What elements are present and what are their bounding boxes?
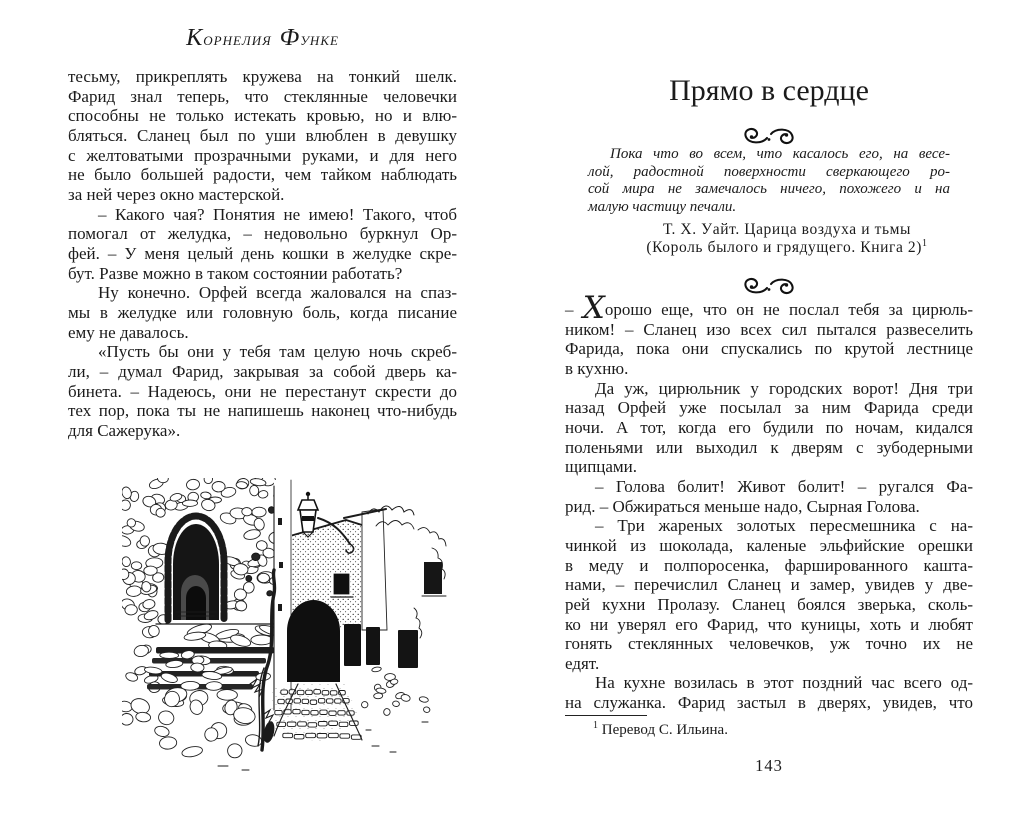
- footnote-rule: [565, 715, 647, 716]
- text-line: щипцами.: [565, 457, 638, 477]
- text-line: Пока что во всем, что касалось его, на весе-: [610, 146, 950, 162]
- text-line: ником! – Сланец изо всех сил пытался развеселить: [565, 319, 973, 339]
- paragraph: [565, 673, 973, 712]
- text-line: Фарида, пока они спускались по крутой лестнице: [565, 339, 973, 359]
- text-line: Да уж, цирюльник у городских ворот! Дня три: [595, 378, 973, 398]
- text-line: бут. Разве можно в таком состоянии работать?: [68, 263, 403, 283]
- text-line: – Три жареных золотых пересмешника с на-: [595, 516, 973, 536]
- paragraph: [565, 516, 973, 673]
- text-line: в кухню.: [565, 358, 629, 378]
- text-line: в меду и полпоросенка, фаршированного кашта-: [565, 555, 973, 575]
- text-line: рей кухни Пролазу. Сланец боялся зверька, сколь-: [565, 594, 973, 614]
- decorative-initial: Х: [582, 290, 605, 326]
- text-line: Фарид знал теперь, что стеклянные человечки: [68, 86, 457, 106]
- footnote-reference: 1: [922, 238, 928, 249]
- paragraph: [68, 283, 457, 342]
- text-line: – Голова болит! Живот болит! – ругался Фа-: [595, 476, 973, 496]
- text-line: фей. – У меня целый день кошки в желудке скре-: [68, 243, 457, 263]
- right-page-text: [565, 290, 973, 713]
- text-line: бинета. – Надеюсь, они не перестанут скрести до: [68, 381, 457, 401]
- epigraph: [588, 146, 950, 216]
- text-line: сой мира не замечалось ничего, похожего и на: [588, 181, 950, 198]
- text-line: поленьями или выходил к дверям с зубодерными: [565, 437, 973, 457]
- paragraph: [68, 342, 457, 440]
- text-line: ко ни уверял его Фарид, что куницы, хоть и любят: [565, 614, 973, 634]
- paragraph: [565, 477, 973, 516]
- attribution-line: (Король былого и грядущего. Книга 2)$^1$: [646, 238, 928, 256]
- text-line: на служанка. Фарид застыл в дверях, увидев, что: [565, 693, 973, 713]
- paragraph: [588, 146, 950, 216]
- attribution-line: Т. Х. Уайт. Царица воздуха и тьмы: [662, 221, 912, 238]
- text-line: для Сажерука».: [68, 420, 181, 440]
- running-header-word: Корнелия: [186, 24, 272, 51]
- footnote-mark: 1: [593, 720, 598, 731]
- text-line: На кухне возилась в этот поздний час всего од-: [595, 673, 973, 693]
- paragraph: [68, 67, 457, 205]
- chapter-illustration: [122, 478, 470, 778]
- ornament-icon: [565, 276, 973, 301]
- text-line: «Пусть бы они у тебя там целую ночь скреб-: [98, 342, 457, 362]
- text-line: – Какого чая? Понятия не имею! Такого, чтоб: [98, 204, 457, 224]
- paragraph: [565, 290, 973, 379]
- text-line: способны не только истекать кровью, но и влю-: [68, 106, 457, 126]
- text-line: Ну конечно. Орфей всегда жаловался на спаз-: [98, 283, 457, 303]
- text-line: помогал от желудка, – недовольно буркнул Ор-: [68, 224, 457, 244]
- text-line: назад Орфей уже посылал за ним Фарида среди: [565, 398, 973, 418]
- epigraph-attribution: [565, 221, 973, 257]
- text-line: ли, – думал Фарид, закрывая за собой дверь ка-: [68, 361, 457, 381]
- village-sketch-image: [122, 478, 470, 778]
- text-line: за ней через окно мастерской.: [68, 184, 285, 204]
- text-line: бляться. Сланец был по уши влюблен в девушку: [68, 125, 457, 145]
- text-line: лой, радостной поверхности сверкающего ро-: [588, 163, 950, 180]
- chapter-title: Прямо в сердце: [669, 74, 869, 107]
- text-line: – Хорошо еще, что он не послал тебя за цирюль-: [565, 290, 973, 326]
- running-header: [68, 24, 457, 52]
- text-line: ночи. А тот, когда его будили по ночам, кидался: [565, 417, 973, 437]
- left-page-text: [68, 67, 457, 440]
- text-line: нами, – перечислил Сланец и замер, увидев у две-: [565, 575, 973, 595]
- paragraph: [68, 205, 457, 284]
- running-header-word: Функе: [279, 24, 339, 51]
- text-line: рид. – Обжираться меньше надо, Сырная Голова.: [565, 496, 920, 516]
- text-line: едят.: [565, 653, 600, 673]
- text-line: тех пор, пока ты не напишешь наконец что-нибудь: [68, 401, 457, 421]
- footnote: $^1$ Перевод С. Ильина.: [593, 720, 728, 738]
- text-line: чинкой из шоколада, каленые эльфийские орешки: [565, 535, 973, 555]
- text-line: малую частицу печали.: [588, 198, 737, 215]
- text-line: с желтоватыми прозрачными руками, и для него: [68, 145, 457, 165]
- text-line: тесьму, прикреплять кружева на тонкий шелк.: [68, 67, 457, 86]
- text-line: гонять стеклянных человечков, уж точно их не: [565, 634, 973, 654]
- page-number: 143: [755, 756, 783, 775]
- text-line: не было большей радости, чем тайком наблюдать: [68, 165, 457, 185]
- text-line: мы в желудке или головную боль, когда писание: [68, 302, 457, 322]
- text-line: ему не давалось.: [68, 322, 189, 342]
- paragraph: [565, 379, 973, 477]
